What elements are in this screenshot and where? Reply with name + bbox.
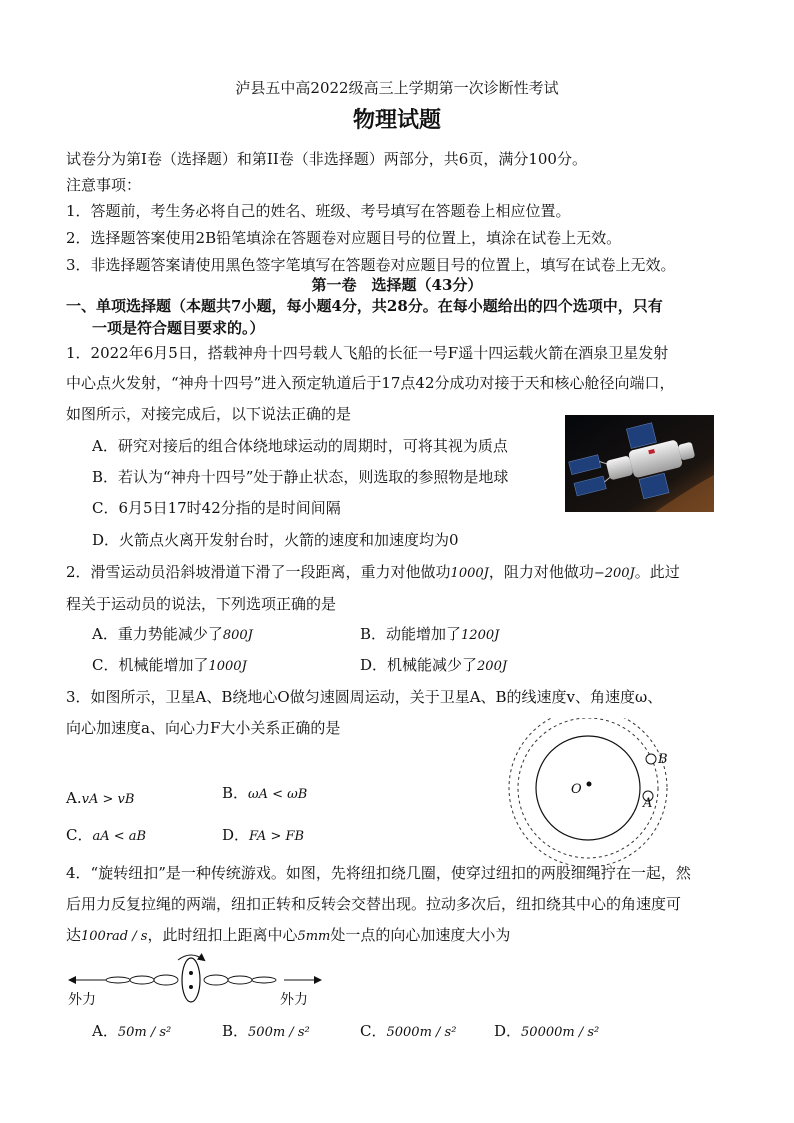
note-1: 1．答题前，考生务必将自己的姓名、班级、考号填写在答题卷上相应位置。 <box>66 202 571 220</box>
q3-option-d: D．FA > FB <box>222 826 305 844</box>
label-o: O <box>571 782 582 797</box>
q2-resist-work: −200J <box>593 566 635 581</box>
q2-option-c: C．机械能增加了1000J <box>92 656 247 674</box>
q2-option-b: B．动能增加了1200J <box>360 625 500 643</box>
q4-distance: 5mm <box>297 929 331 944</box>
button-disc <box>182 958 200 1002</box>
q2-gravity-work: 1000J <box>450 566 489 581</box>
q2-stem-1: 2．滑雪运动员沿斜坡滑道下滑了一段距离，重力对他做功1000J，阻力对他做功−200J。此过 <box>66 563 680 581</box>
exam-structure: 试卷分为第I卷（选择题）和第II卷（非选择题）两部分，共6页，满分100分。 <box>66 150 587 168</box>
outer-orbit <box>509 718 667 867</box>
spacecraft-photo <box>565 415 714 512</box>
q2-option-a: A．重力势能减少了800J <box>92 625 253 643</box>
orbit-diagram <box>505 718 680 876</box>
earth-center-dot <box>587 782 592 787</box>
label-b: B <box>658 752 668 767</box>
q3-option-a: A.vA > vB <box>66 789 135 807</box>
section1-heading: 一、单项选择题（本题共7小题，每小题4分，共28分。在每小题给出的四个选项中，只有 <box>66 297 663 315</box>
note-2: 2．选择题答案使用2B铅笔填涂在答题卷对应题目号的位置上，填涂在试卷上无效。 <box>66 229 622 247</box>
subject-title: 物理试题 <box>352 107 441 133</box>
q4-stem-1: 4．“旋转纽扣”是一种传统游戏。如图，先将纽扣绕几圈，使穿过纽扣的两股细绳拧在一起，然 <box>66 864 691 882</box>
q3-option-b: B．ωA < ωB <box>222 784 308 802</box>
q1-option-a: A．研究对接后的组合体绕地球运动的周期时，可将其视为质点 <box>92 437 508 455</box>
q1-stem-3: 如图所示，对接完成后，以下说法正确的是 <box>66 405 352 423</box>
q4-stem-2: 后用力反复拉绳的两端，纽扣正转和反转会交替出现。拉动多次后，纽扣绕其中心的角速度可 <box>66 895 682 913</box>
q3-stem-2: 向心加速度a、向心力F大小关系正确的是 <box>66 719 341 737</box>
q1-option-b: B．若认为“神舟十四号”处于静止状态，则选取的参照物是地球 <box>92 468 509 486</box>
satellite-b <box>646 754 656 764</box>
q3-option-c: C．aA < aB <box>66 826 147 844</box>
label-a: A <box>643 796 653 811</box>
note-3: 3．非选择题答案请使用黑色签字笔填写在答题卷对应题目号的位置上，填写在试卷上无效。 <box>66 256 676 274</box>
earth-circle <box>536 736 640 840</box>
q2-option-d: D．机械能减少了200J <box>360 656 508 674</box>
volume-heading: 第一卷 选择题（43分） <box>311 276 483 294</box>
q1-option-d: D．火箭点火离开发射台时，火箭的速度和加速度均为0 <box>92 531 459 549</box>
section1-heading-cont: 一项是符合题目要求的。） <box>92 319 265 337</box>
q4-option-b: B．500m / s² <box>222 1022 310 1040</box>
right-force-label: 外力 <box>280 992 308 1008</box>
q1-stem-2: 中心点火发射，“神舟十四号”进入预定轨道后于17点42分成功对接于天和核心舱径向端口， <box>66 374 675 392</box>
spinning-button-diagram <box>66 950 326 1014</box>
q4-option-d: D．50000m / s² <box>494 1022 600 1040</box>
q1-stem-1: 1．2022年6月5日，搭载神舟十四号载人飞船的长征一号F遥十四运载火箭在酒泉卫星发射 <box>66 344 669 362</box>
left-force-label: 外力 <box>68 992 96 1008</box>
inner-orbit <box>518 718 658 858</box>
q4-stem-3: 达100rad / s，此时纽扣上距离中心5mm处一点的向心加速度大小为 <box>66 926 511 944</box>
q2-stem-2: 程关于运动员的说法，下列选项正确的是 <box>66 595 337 613</box>
notes-heading: 注意事项： <box>66 176 142 194</box>
q4-option-c: C．5000m / s² <box>360 1022 457 1040</box>
q1-option-c: C．6月5日17时42分指的是时间间隔 <box>92 499 341 517</box>
q4-option-a: A．50m / s² <box>92 1022 172 1040</box>
exam-title: 泸县五中高2022级高三上学期第一次诊断性考试 <box>235 79 559 97</box>
q3-stem-1: 3．如图所示，卫星A、B绕地心O做匀速圆周运动，关于卫星A、B的线速度v、角速度ω、 <box>66 688 663 706</box>
q4-angular-velocity: 100rad / s <box>81 929 148 944</box>
